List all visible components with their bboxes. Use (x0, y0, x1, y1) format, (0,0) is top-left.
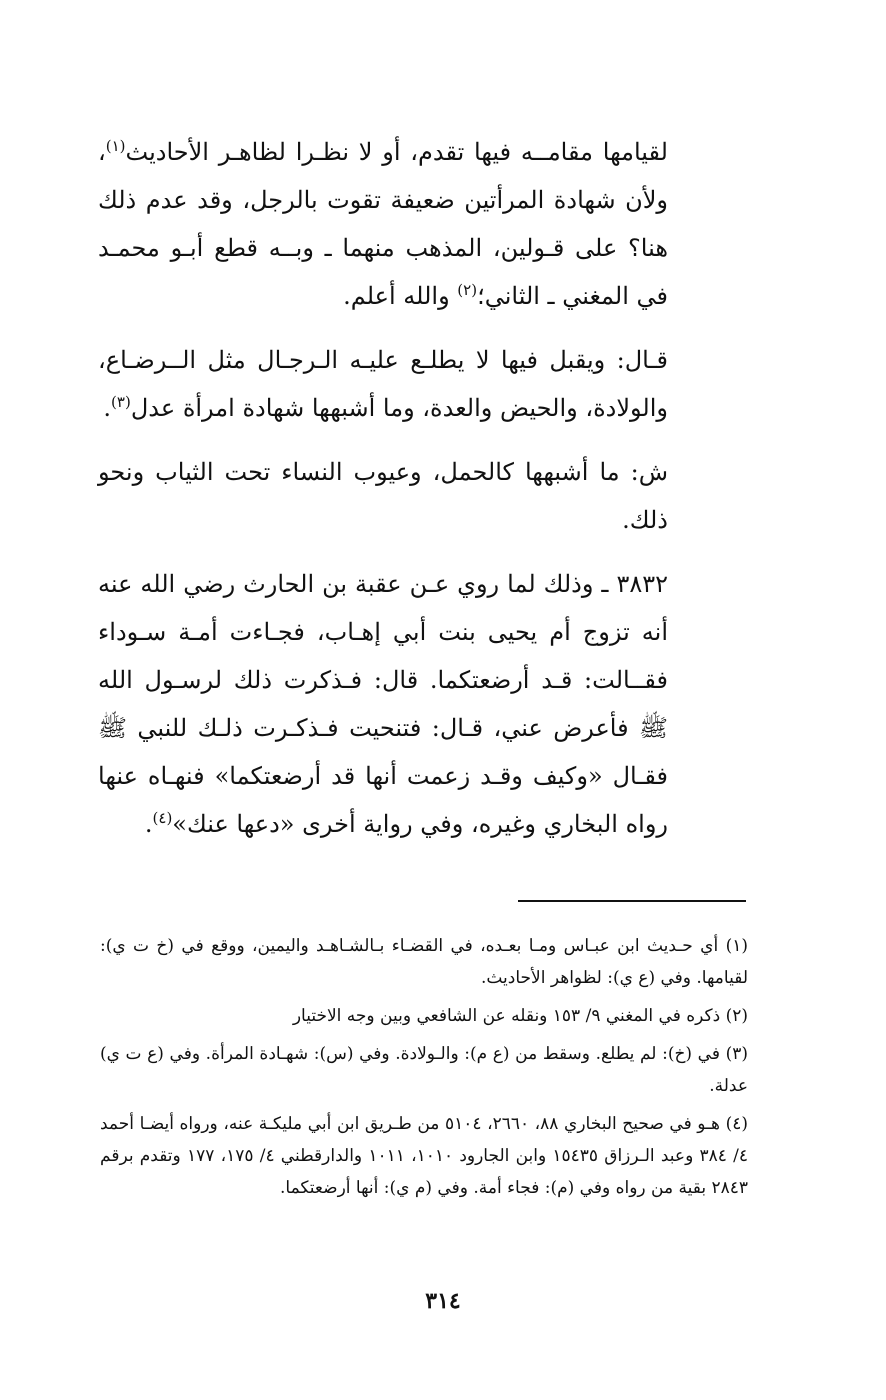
footnote-3: (٣) في (خ): لم يطلع. وسقط من (ع م): والـولادة. وفي (س): شهـادة المرأة. وفي (ع ت ي) عدلة. (100, 1044, 748, 1096)
paragraph-text: ش: ما أشبهها كالحمل، وعيوب النساء تحت الثياب ونحو ذلك. (98, 458, 668, 534)
paragraph-text: قـال: ويقبل فيها لا يطلـع عليـه الـرجـال مثل الــرضـاع، والولادة، والحيض والعدة، وما أشبهها شهادة امرأة عدل (98, 346, 668, 422)
paragraph-text: . (144, 810, 153, 838)
paragraph-1 (98, 128, 668, 320)
main-text (98, 128, 668, 864)
paragraph-text: ـ وذلك لما روي عـن عقبة بن الحارث رضي الله عنه أنه تزوج أم يحيى بنت أبي إهـاب، فجـاءت أمـة سـوداء فقــالت: قـد أرضعتكما. قال: فـذكرت ذلك لرسـول الله ﷺ فأعرض عني، قـال: فتنحيت فـذكـرت ذلـك للنبي ﷺ فقـال «وكيف وقـد زعمت أنها قد أرضعتكما» فنهـاه عنها رواه البخاري وغيره، وفي رواية أخرى «دعها عنك» (98, 570, 668, 838)
page-number: ٣١٤ (425, 1288, 461, 1314)
footnote-4: (٤) هـو في صحيح البخاري ٨٨، ٢٦٦٠، ٥١٠٤ من طـريق ابن أبي مليكـة عنه، ورواه أيضـا أحمد ٤/ ٣٨٤ وعبد الـرزاق ١٥٤٣٥ وابن الجارود ١٠١٠، ١٠١١ والدارقطني ٤/ ١٧٥، ١٧٧ وتقدم برقم ٢٨٤٣ بقية من رواه وفي (م): فجاء أمة. وفي (م ي): أنها أرضعتكما. (100, 1114, 749, 1198)
footnote-2: (٢) ذكره في المغني ٩/ ١٥٣ ونقله عن الشافعي وبين وجه الاختيار (292, 1006, 748, 1026)
paragraph-2 (98, 336, 668, 432)
paragraph-3 (98, 448, 668, 544)
footnotes (100, 930, 748, 1210)
paragraph-text: ، ولأن شهادة المرأتين ضعيفة تقوت بالرجل، وقد عدم ذلك هنا؟ على قـولين، المذهب منهما ـ وبــه قطع أبـو محمـد في المغني ـ الثاني؛ (98, 138, 668, 310)
paragraph-4 (98, 560, 668, 848)
paragraph-text: والله أعلم. (343, 282, 458, 310)
footnote-ref: (٢) (457, 281, 478, 299)
paragraph-text: لقيامها مقامــه فيها تقدم، أو لا نظـرا لظاهـر الأحاديث (125, 138, 668, 166)
footnote-ref: (٤) (152, 809, 173, 827)
footnote-ref: (١) (105, 137, 126, 155)
paragraph-text: . (103, 394, 112, 422)
footnote-1: (١) أي حـديث ابن عبـاس ومـا بعـده، في القضـاء بـالشـاهـد واليمين، ووقع في (خ ت ي): لقيامها. وفي (ع ي): لظواهر الأحاديث. (100, 936, 748, 988)
hadith-number: ٣٨٣٢ (616, 570, 668, 598)
footnote-ref: (٣) (111, 393, 131, 411)
footnote-separator (518, 900, 746, 902)
